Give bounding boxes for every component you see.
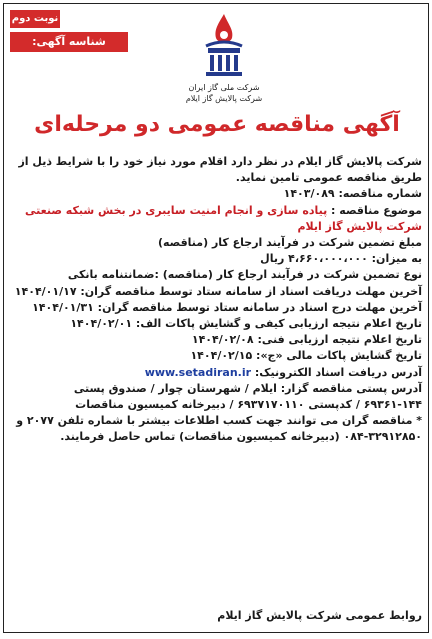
- org-name: [154, 82, 294, 104]
- electronic-address-label: آدرس دریافت اسناد الکترونیک:: [251, 365, 422, 379]
- setadiran-link[interactable]: www.setadiran.ir: [144, 365, 252, 379]
- tender-notice: [3, 3, 429, 633]
- postal-address: آدرس پستی مناقصه گزار: ایلام / شهرستان چوار / صندوق پستی ۱۴۴-۶۹۳۶۱ / کدپستی ۶۹۳۷۱۷۰۱۱۰ / دبیرخانه کمیسیون مناقصات: [73, 381, 422, 412]
- contact-info: * مناقصه گران می توانند جهت کسب اطلاعات بیشتر با شماره تلفن ۲۰۷۷ و ۳۲۹۱۲۸۵۰-۰۸۴ (دبیرخانه کمیسیون مناقصات) تماس حاصل فرمایند.: [16, 414, 422, 444]
- tender-number: شماره مناقصه: ۱۴۰۳/۰۸۹: [283, 187, 422, 201]
- deadline-upload: آخرین مهلت درج اسناد در سامانه ستاد توسط مناقصه گران: ۱۴۰۴/۰۱/۳۱: [32, 300, 422, 314]
- guarantee-type: نوع تضمین شرکت در فرآیند ارجاع کار (مناقصه) :ضمانتنامه بانکی: [67, 268, 422, 282]
- subject-value: پیاده سازی و انجام امنیت سایبری در بخش شبکه صنعتی شرکت پالایش گاز ایلام: [25, 203, 422, 233]
- org-line-1: شرکت ملی گاز ایران: [188, 83, 260, 92]
- date-financial-opening: تاریخ گشایش پاکات مالی «ج»: ۱۴۰۴/۰۲/۱۵: [190, 349, 422, 363]
- notice-body: [12, 154, 422, 446]
- notice-title: آگهی مناقصه عمومی دو مرحله‌ای: [34, 112, 400, 137]
- date-technical-evaluation: تاریخ اعلام نتیجه ارزیابی فنی: ۱۴۰۴/۰۲/۰۸: [191, 333, 422, 347]
- guarantee-amount: به میزان: ۴،۶۶۰،۰۰۰،۰۰۰ ریال: [260, 252, 422, 266]
- guarantee-label: مبلغ تضمین شرکت در فرآیند ارجاع کار (مناقصه): [157, 236, 422, 250]
- footer-signature: روابط عمومی شرکت پالایش گاز ایلام: [217, 609, 422, 622]
- electronic-address-line: [12, 365, 422, 381]
- subject-line: [12, 203, 422, 235]
- deadline-receive: آخرین مهلت دریافت اسناد از سامانه ستاد توسط مناقصه گران: ۱۴۰۴/۰۱/۱۷: [14, 284, 422, 298]
- subject-label: موضوع مناقصه :: [327, 203, 422, 217]
- nigc-flame-logo-icon: [192, 8, 256, 80]
- intro-text: شرکت پالایش گاز ایلام در نظر دارد اقلام مورد نیاز خود را با شرایط ذیل از طریق مناقصه عمومی تامین نماید.: [18, 155, 422, 185]
- org-line-2: شرکت پالایش گاز ایلام: [185, 94, 263, 103]
- round-badge: نوبت دوم: [10, 10, 60, 28]
- ad-id-badge: شناسه آگهی: ۱۸۹۶۷۳۵: [10, 32, 128, 52]
- badge-group: [10, 10, 128, 68]
- date-quality-evaluation: تاریخ اعلام نتیجه ارزیابی کیفی و گشایش پاکات الف: ۱۴۰۴/۰۲/۰۱: [70, 317, 422, 331]
